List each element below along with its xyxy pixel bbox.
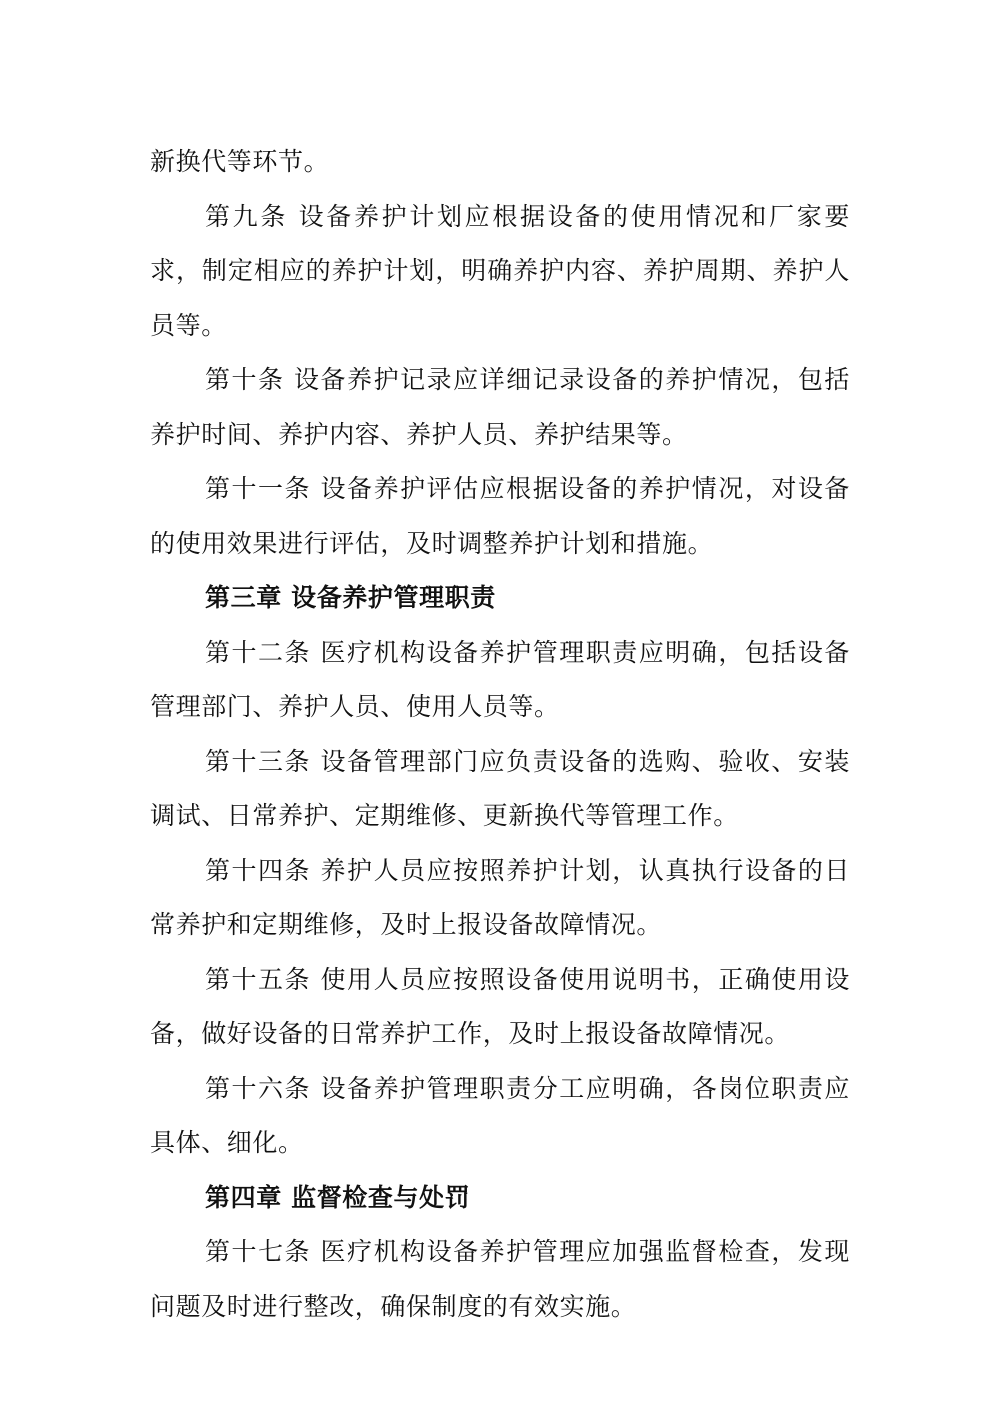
article-15: 第十五条 使用人员应按照设备使用说明书，正确使用设备，做好设备的日常养护工作，及时上报设备故障情况。 <box>150 964 850 1048</box>
article-12: 第十二条 医疗机构设备养护管理职责应明确，包括设备管理部门、养护人员、使用人员等。 <box>150 637 850 721</box>
chapter-3-heading: 第三章 设备养护管理职责 <box>205 583 496 612</box>
document-body <box>150 135 850 1334</box>
article-11: 第十一条 设备养护评估应根据设备的养护情况，对设备的使用效果进行评估，及时调整养护计划和措施。 <box>150 474 850 558</box>
paragraph-continuation: 新换代等环节。 <box>150 147 330 176</box>
article-16: 第十六条 设备养护管理职责分工应明确，各岗位职责应具体、细化。 <box>150 1073 850 1157</box>
article-14: 第十四条 养护人员应按照养护计划，认真执行设备的日常养护和定期维修，及时上报设备故障情况。 <box>150 855 850 939</box>
article-10: 第十条 设备养护记录应详细记录设备的养护情况，包括养护时间、养护内容、养护人员、养护结果等。 <box>150 365 850 449</box>
chapter-4-heading: 第四章 监督检查与处罚 <box>205 1182 471 1212</box>
article-9: 第九条 设备养护计划应根据设备的使用情况和厂家要求，制定相应的养护计划，明确养护内容、养护周期、养护人员等。 <box>150 201 850 340</box>
article-13: 第十三条 设备管理部门应负责设备的选购、验收、安装调试、日常养护、定期维修、更新换代等管理工作。 <box>150 746 850 830</box>
article-17: 第十七条 医疗机构设备养护管理应加强监督检查，发现问题及时进行整改，确保制度的有效实施。 <box>150 1237 850 1321</box>
